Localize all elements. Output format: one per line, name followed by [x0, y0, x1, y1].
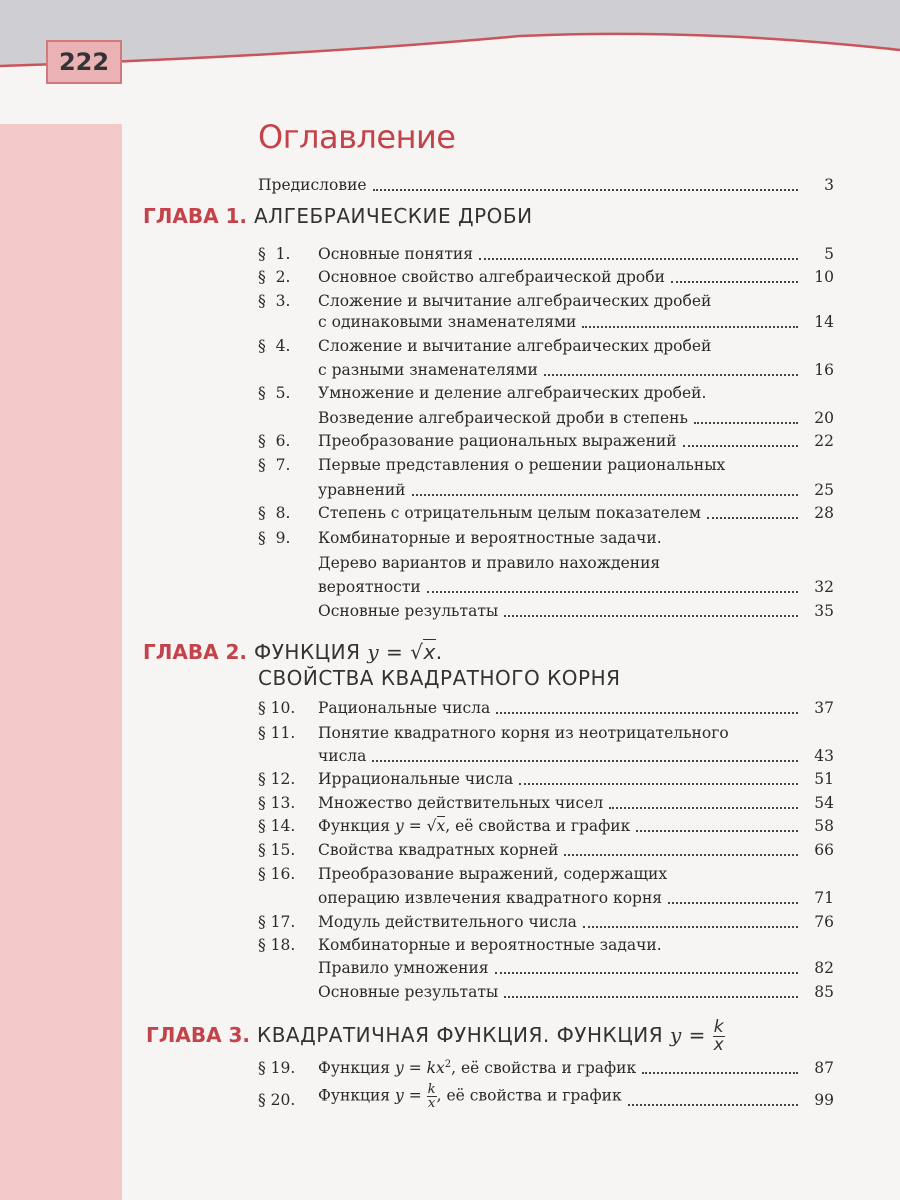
entry-title: [318, 698, 490, 718]
entry-title: [318, 244, 473, 264]
section-number: § 18.: [258, 936, 296, 954]
chapter-label: ГЛАВА 1.: [143, 204, 254, 228]
page-ref: 10: [814, 268, 834, 286]
text-segment: , её свойства и график: [445, 817, 631, 835]
toc-entry[interactable]: [258, 769, 834, 789]
section-number: § 17.: [258, 913, 296, 931]
text-segment: Основные результаты: [318, 983, 499, 1001]
math-fraction: [713, 1019, 725, 1054]
dot-leader: [495, 972, 798, 974]
math-variable: y: [395, 1059, 404, 1077]
entry-title: [318, 267, 665, 287]
entry-title: [318, 291, 711, 311]
section-number: § 9.: [258, 529, 291, 547]
fraction-denominator: x: [713, 1035, 725, 1055]
text-segment: Свойства квадратных корней: [318, 841, 559, 859]
section-number: § 7.: [258, 456, 291, 474]
text-segment: Первые представления о решении рациональных: [318, 456, 726, 474]
radical-sign-icon: √: [410, 640, 424, 664]
section-number: § 1.: [258, 245, 291, 263]
section-number: § 8.: [258, 504, 291, 522]
toc-entry[interactable]: [258, 793, 834, 813]
toc-entry[interactable]: [258, 360, 834, 380]
page-ref: 71: [814, 889, 834, 907]
text-segment: Модуль действительного числа: [318, 913, 577, 931]
toc-entry[interactable]: [258, 746, 834, 766]
section-number: § 19.: [258, 1059, 296, 1077]
text-segment: =: [403, 1059, 427, 1077]
entry-title: [318, 982, 498, 1002]
text-segment: Преобразование рациональных выражений: [318, 432, 677, 450]
toc-entry[interactable]: [258, 291, 834, 311]
toc-entry[interactable]: [258, 455, 834, 475]
dot-leader: [496, 712, 798, 714]
entry-title: [318, 1058, 636, 1078]
chapter-heading: [143, 639, 443, 665]
entry-title: [318, 864, 667, 884]
text-segment: , её свойства и график: [451, 1059, 637, 1077]
section-number: § 5.: [258, 384, 291, 402]
math-fraction: [427, 1083, 437, 1110]
page-ref: 25: [814, 481, 834, 499]
chapter-heading: [258, 665, 621, 691]
text-segment: Дерево вариантов и правило нахождения: [318, 554, 661, 572]
entry-title: [318, 601, 498, 621]
page-ref: 22: [814, 432, 834, 450]
page-ref: 85: [814, 983, 834, 1001]
chapter-heading: [143, 203, 533, 229]
text-segment: Понятие квадратного корня из неотрицательного: [318, 724, 729, 742]
fraction-denominator: x: [427, 1095, 436, 1111]
section-number: § 15.: [258, 841, 296, 859]
dot-leader: [479, 258, 798, 260]
dot-leader: [671, 281, 798, 283]
entry-title: [318, 958, 489, 978]
toc-entry[interactable]: [258, 267, 834, 287]
toc-entry[interactable]: [258, 864, 834, 884]
page-ref: 32: [814, 578, 834, 596]
radical-sign-icon: √: [426, 817, 437, 835]
text-segment: Основное свойство алгебраической дроби: [318, 268, 665, 286]
toc-entry[interactable]: [258, 912, 834, 932]
text-segment: операцию извлечения квадратного корня: [318, 889, 663, 907]
text-segment: =: [403, 1086, 427, 1105]
entry-title: [318, 912, 577, 932]
toc-entry-preface[interactable]: [258, 175, 834, 195]
toc-entry[interactable]: [258, 408, 834, 428]
dot-leader: [707, 517, 798, 519]
text-segment: Иррациональные числа: [318, 770, 514, 788]
entry-title: [318, 769, 513, 789]
toc-entry[interactable]: [258, 244, 834, 264]
text-segment: Функция: [318, 1059, 396, 1077]
math-variable: y: [395, 1086, 404, 1105]
dot-leader: [636, 830, 798, 832]
page-ref: 35: [814, 602, 834, 620]
text-segment: Функция: [318, 817, 396, 835]
text-segment: вероятности: [318, 578, 421, 596]
text-segment: СВОЙСТВА КВАДРАТНОГО КОРНЯ: [258, 666, 621, 690]
toc-entry[interactable]: [258, 935, 834, 955]
dot-leader: [504, 615, 798, 617]
page-ref: 5: [824, 245, 834, 263]
dot-leader: [427, 591, 798, 593]
toc-entry[interactable]: [258, 840, 834, 860]
text-segment: Основные понятия: [318, 245, 473, 263]
page-ref: 66: [814, 841, 834, 859]
section-number: § 10.: [258, 699, 296, 717]
dot-leader: [504, 996, 798, 998]
toc-entry[interactable]: [258, 553, 834, 573]
page-ref: 43: [814, 747, 834, 765]
section-number: § 2.: [258, 268, 291, 286]
text-segment: числа: [318, 747, 367, 765]
page-ref: 20: [814, 409, 834, 427]
text-segment: с одинаковыми знаменателями: [318, 313, 577, 331]
entry-title: [318, 935, 662, 955]
text-segment: =: [681, 1023, 713, 1047]
page-ref: 58: [814, 817, 834, 835]
page-ref: 87: [814, 1059, 834, 1077]
dot-leader: [628, 1104, 798, 1106]
chapter-title: [254, 204, 533, 228]
toc-entry[interactable]: [258, 816, 834, 836]
toc-entry[interactable]: [258, 698, 834, 718]
toc-entry[interactable]: [258, 601, 834, 621]
chapter-title: [257, 1017, 725, 1055]
text-segment: АЛГЕБРАИЧЕСКИЕ ДРОБИ: [254, 204, 533, 228]
page-ref: 76: [814, 913, 834, 931]
entry-title: [318, 408, 688, 428]
toc-entry[interactable]: [258, 577, 834, 597]
entry-title: [318, 360, 538, 380]
text-segment: Комбинаторные и вероятностные задачи.: [318, 529, 662, 547]
math-exponent: 2: [444, 1058, 452, 1070]
page-ref: 28: [814, 504, 834, 522]
text-segment: Правило умножения: [318, 959, 489, 977]
entry-title: [318, 746, 366, 766]
text-segment: Сложение и вычитание алгебраических дробей: [318, 337, 712, 355]
section-number: § 11.: [258, 724, 296, 742]
page-ref: 51: [814, 770, 834, 788]
math-variable: y: [395, 817, 404, 835]
chapter-label: ГЛАВА 2.: [143, 640, 254, 664]
entry-title: Предисловие: [258, 176, 367, 194]
entry-title: [318, 480, 406, 500]
dot-leader: [372, 760, 798, 762]
entry-title: [318, 1083, 622, 1110]
chapter-title: [254, 639, 443, 664]
page-ref: 3: [824, 176, 834, 194]
page-ref: 37: [814, 699, 834, 717]
math-sqrt: [410, 639, 436, 664]
text-segment: =: [403, 817, 427, 835]
margin-band: [0, 124, 122, 1200]
entry-title: [318, 723, 729, 743]
dot-leader: [564, 854, 798, 856]
toc-entry[interactable]: [258, 336, 834, 356]
text-segment: , её свойства и график: [436, 1086, 622, 1105]
toc-entry[interactable]: [258, 312, 834, 332]
entry-title: [318, 793, 603, 813]
fraction-numerator: k: [713, 1017, 725, 1037]
section-number: § 3.: [258, 292, 291, 310]
page-ref: 54: [814, 794, 834, 812]
entry-title: [318, 577, 421, 597]
chapter-title: [258, 666, 621, 690]
section-number: § 6.: [258, 432, 291, 450]
section-number: § 14.: [258, 817, 296, 835]
entry-title: [318, 888, 662, 908]
toc-entry[interactable]: [258, 723, 834, 743]
fraction-numerator: k: [427, 1081, 436, 1097]
text-segment: КВАДРАТИЧНАЯ ФУНКЦИЯ. ФУНКЦИЯ: [257, 1023, 670, 1047]
math-radicand: x: [436, 817, 446, 835]
text-segment: .: [435, 640, 443, 664]
page-ref: 14: [814, 313, 834, 331]
entry-title: [318, 431, 677, 451]
section-number: § 4.: [258, 337, 291, 355]
page-title: Оглавление: [258, 118, 456, 156]
chapter-label: ГЛАВА 3.: [146, 1023, 257, 1047]
dot-leader: [582, 326, 798, 328]
dot-leader: [519, 783, 798, 785]
math-radicand: x: [423, 640, 436, 664]
section-number: § 13.: [258, 794, 296, 812]
dot-leader: [609, 807, 798, 809]
toc-entry[interactable]: [258, 1081, 834, 1111]
dot-leader: [694, 422, 798, 424]
section-number: § 16.: [258, 865, 296, 883]
dot-leader: [642, 1072, 798, 1074]
chapter-heading: [146, 1019, 725, 1054]
text-segment: Комбинаторные и вероятностные задачи.: [318, 936, 662, 954]
page-ref: 99: [814, 1091, 834, 1109]
text-segment: Степень с отрицательным целым показателем: [318, 504, 701, 522]
dot-leader: [583, 926, 798, 928]
toc-entry[interactable]: [258, 480, 834, 500]
section-number: § 12.: [258, 770, 296, 788]
page-ref: 16: [814, 361, 834, 379]
toc-entry[interactable]: [258, 383, 834, 403]
text-segment: Функция: [318, 1086, 396, 1105]
math-variable: y: [367, 640, 380, 664]
toc-entry[interactable]: [258, 888, 834, 908]
entry-title: [318, 528, 662, 548]
dot-leader: [412, 494, 798, 496]
text-segment: Преобразование выражений, содержащих: [318, 865, 668, 883]
entry-title: [318, 816, 630, 836]
text-segment: Возведение алгебраической дроби в степень: [318, 409, 688, 427]
entry-title: [318, 312, 576, 332]
entry-title: [318, 336, 711, 356]
page-number: 222: [46, 40, 122, 84]
text-segment: Рациональные числа: [318, 699, 491, 717]
entry-title: [318, 383, 706, 403]
text-segment: ФУНКЦИЯ: [254, 640, 368, 664]
dot-leader: [544, 374, 798, 376]
header-curve: [0, 0, 900, 80]
toc-entry[interactable]: [258, 528, 834, 548]
entry-title: [318, 840, 558, 860]
math-variable: kx: [426, 1059, 445, 1077]
entry-title: [318, 503, 701, 523]
toc-entry[interactable]: [258, 982, 834, 1002]
text-segment: Умножение и деление алгебраических дробей.: [318, 384, 707, 402]
text-segment: Сложение и вычитание алгебраических дробей: [318, 292, 712, 310]
section-number: § 20.: [258, 1091, 296, 1109]
text-segment: уравнений: [318, 481, 406, 499]
toc-entry[interactable]: [258, 503, 834, 523]
text-segment: Множество действительных чисел: [318, 794, 604, 812]
entry-title: [318, 455, 725, 475]
page-ref: 82: [814, 959, 834, 977]
dot-leader: [683, 445, 798, 447]
text-segment: Основные результаты: [318, 602, 499, 620]
dot-leader: [373, 189, 798, 191]
toc-entry[interactable]: [258, 958, 834, 978]
text-segment: =: [379, 640, 411, 664]
math-sqrt: [427, 816, 446, 835]
text-segment: с разными знаменателями: [318, 361, 538, 379]
toc-entry[interactable]: [258, 431, 834, 451]
dot-leader: [668, 902, 798, 904]
math-variable: y: [669, 1023, 682, 1047]
toc-entry[interactable]: [258, 1058, 834, 1078]
entry-title: [318, 553, 660, 573]
